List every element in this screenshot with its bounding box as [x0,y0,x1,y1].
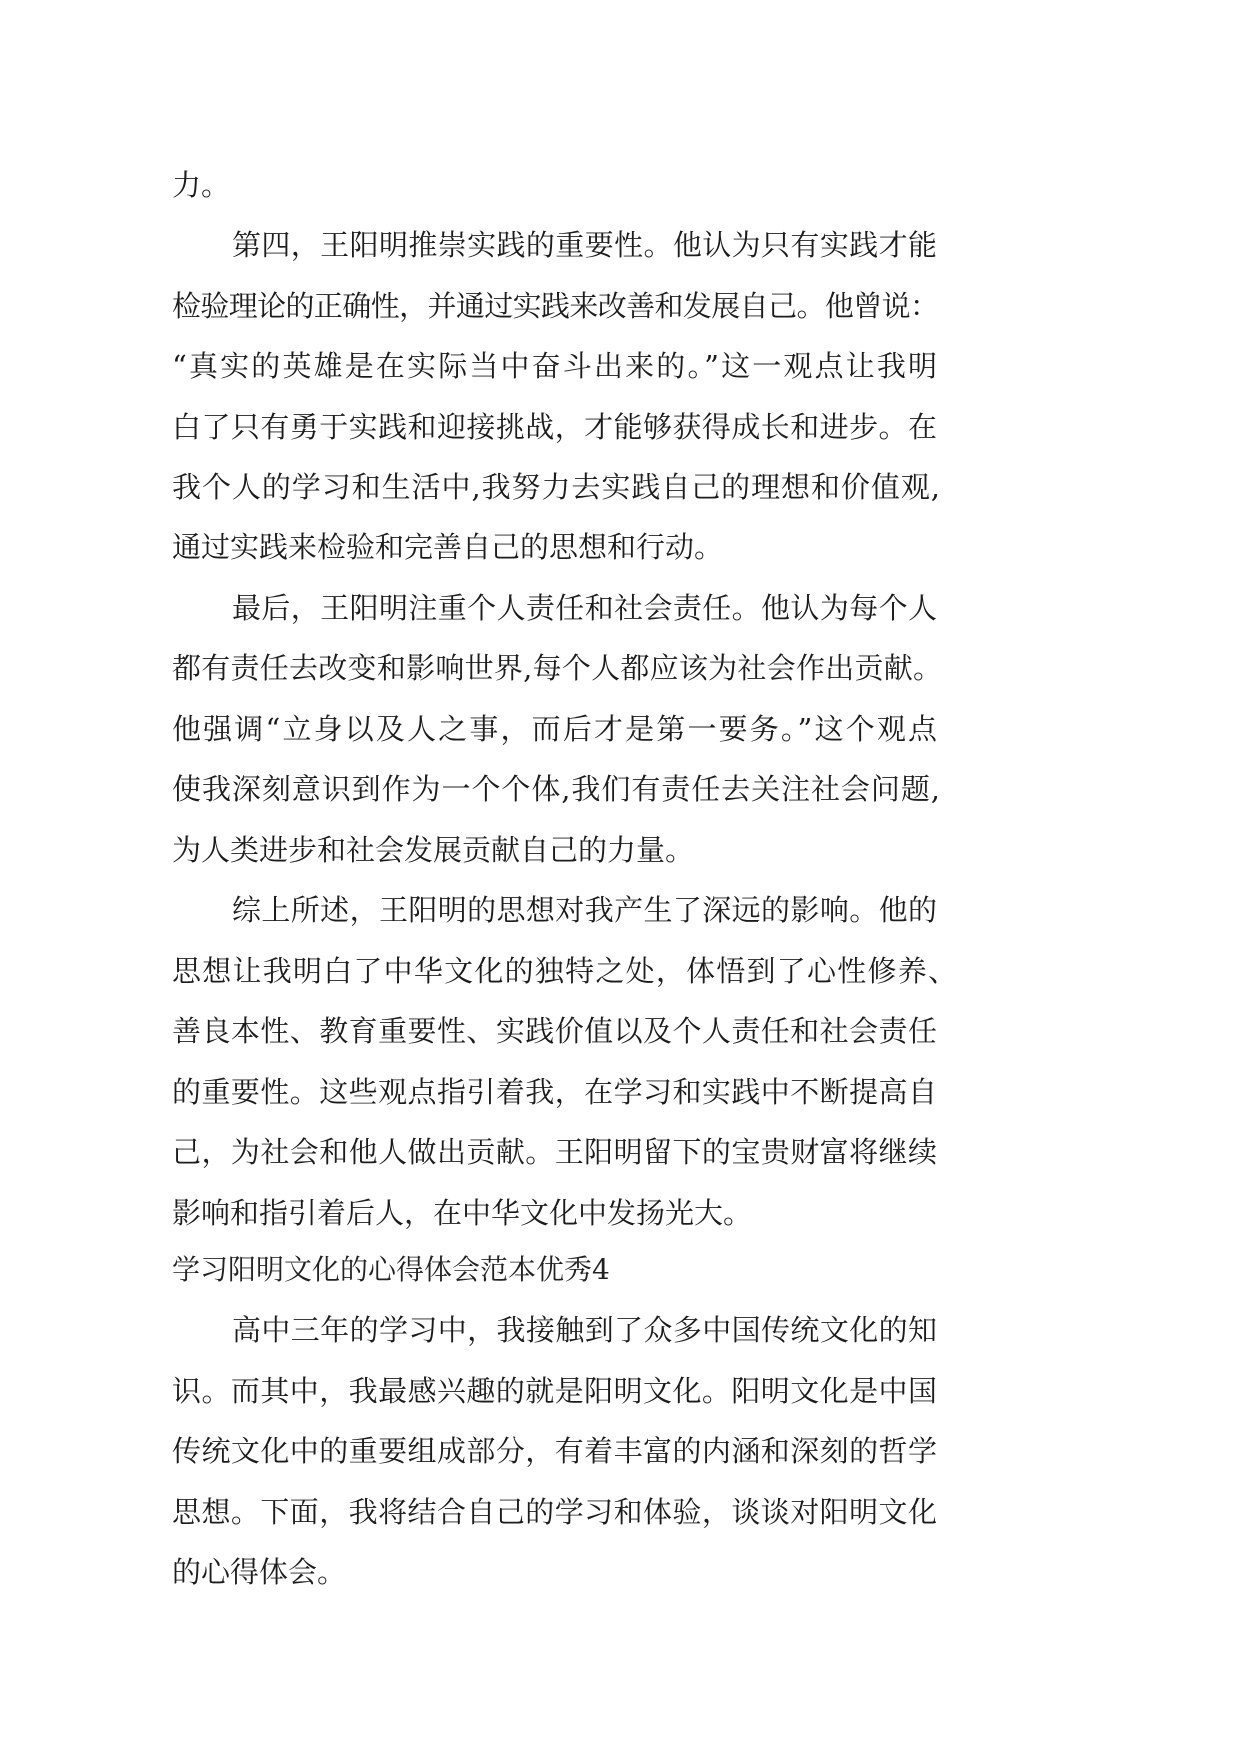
text-line: 的心得体会。 [172,1555,347,1589]
text-line: 高中三年的学习中，我接触到了众多中国传统文化的知 [232,1313,938,1347]
text-line: 综上所述，王阳明的思想对我产生了深远的影响。他的 [232,893,938,927]
text-line: 都有责任去改变和影响世界,每个人都应该为社会作出贡献。 [172,651,943,685]
text-line: 他强调“立身以及人之事，而后才是第一要务。”这个观点 [172,712,940,746]
text-line: 传统文化中的重要组成部分，有着丰富的内涵和深刻的哲学 [172,1434,938,1468]
text-line: 我个人的学习和生活中,我努力去实践自己的理想和价值观, [172,470,941,504]
text-line: 影响和指引着后人，在中华文化中发扬光大。 [172,1196,753,1230]
text-line: 力。 [172,168,231,202]
section-heading: 学习阳明文化的心得体会范本优秀4 [172,1253,610,1286]
text-line: 善良本性、教育重要性、实践价值以及个人责任和社会责任 [172,1014,938,1048]
text-line: 检验理论的正确性，并通过实践来改善和发展自己。他曾说： [172,289,939,323]
text-line: 通过实践来检验和完善自己的思想和行动。 [172,530,724,564]
text-line: 白了只有勇于实践和迎接挑战，才能够获得成长和进步。在 [172,410,938,444]
text-line: 使我深刻意识到作为一个个体,我们有责任去关注社会问题, [172,772,941,806]
text-line: 己，为社会和他人做出贡献。王阳明留下的宝贵财富将继续 [172,1135,938,1169]
text-line: 最后，王阳明注重个人责任和社会责任。他认为每个人 [232,591,938,625]
text-line: 第四，王阳明推崇实践的重要性。他认为只有实践才能 [232,228,938,262]
text-line: 的重要性。这些观点指引着我，在学习和实践中不断提高自 [172,1075,938,1109]
text-line: 思想。下面，我将结合自己的学习和体验，谈谈对阳明文化 [172,1495,938,1529]
text-line: 为人类进步和社会发展贡献自己的力量。 [172,833,695,867]
text-line: “真实的英雄是在实际当中奋斗出来的。”这一观点让我明 [172,349,940,383]
text-line: 识。而其中，我最感兴趣的就是阳明文化。阳明文化是中国 [172,1374,938,1408]
text-line: 思想让我明白了中华文化的独特之处，体悟到了心性修养、 [172,954,959,988]
